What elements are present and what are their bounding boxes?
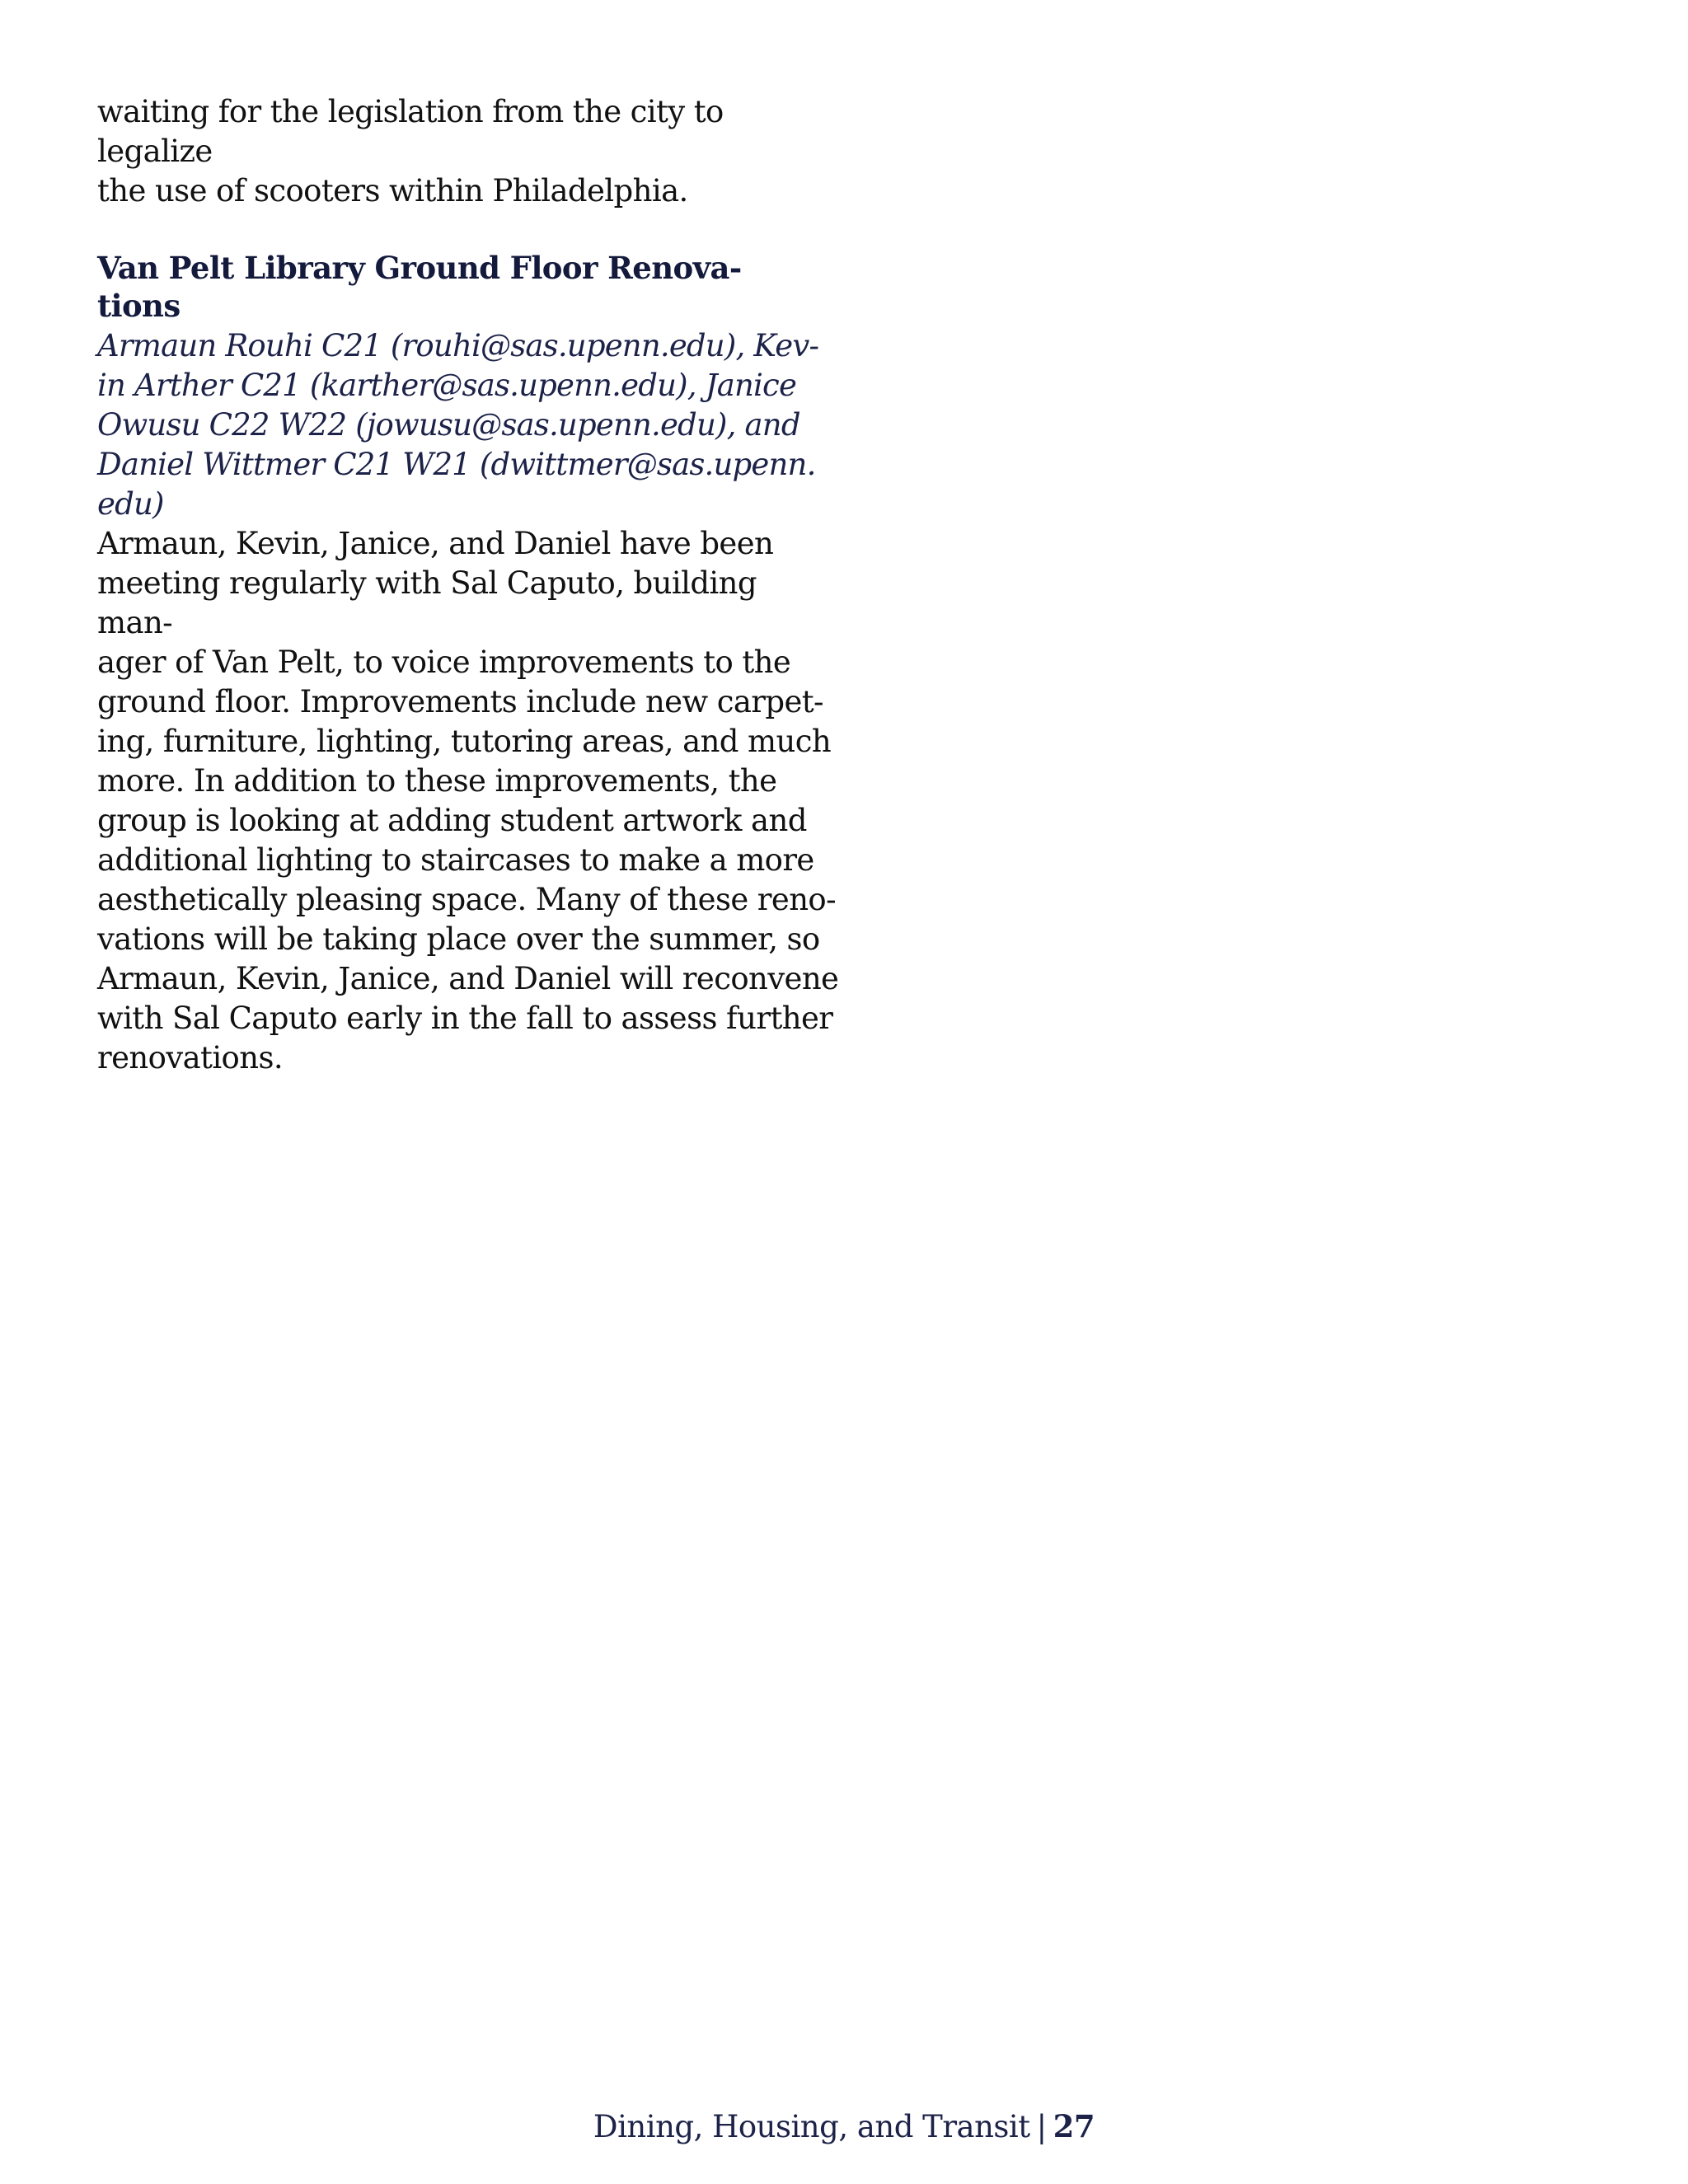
footer-separator: | xyxy=(1036,2109,1047,2144)
intro-paragraph: waiting for the legislation from the city to legalize the use of scooters within Philadelphia. xyxy=(97,94,724,209)
section-body: Armaun, Kevin, Janice, and Daniel have been meeting regularly with Sal Caputo, building man- ager of Van Pelt, to voice improvements to the ground floor. Improvements include new carpet- ing, furniture, lighting, tutoring areas, and much more. In addition to these improvements, the group is looking at adding student artwork and additional lighting to staircases to make a more aesthetically pleasing space. Many of these reno- vations will be taking place over the summer, so Armaun, Kevin, Janice, and Daniel will reconvene with Sal Caputo early in the fall to assess further renovations. xyxy=(97,526,839,1076)
main-column xyxy=(97,92,839,1078)
page-number: 27 xyxy=(1053,2108,1095,2144)
page-footer xyxy=(0,2107,1688,2147)
section-authors: Armaun Rouhi C21 (rouhi@sas.upenn.edu), Kev- in Arther C21 (karther@sas.upenn.edu), Janice Owusu C22 W22 (jowusu@sas.upenn.edu), and Daniel Wittmer C21 W21 (dwittmer@sas.upenn. edu) xyxy=(97,328,819,522)
footer-section-name: Dining, Housing, and Transit xyxy=(593,2109,1030,2144)
section-title: Van Pelt Library Ground Floor Renova- tions xyxy=(97,250,742,324)
